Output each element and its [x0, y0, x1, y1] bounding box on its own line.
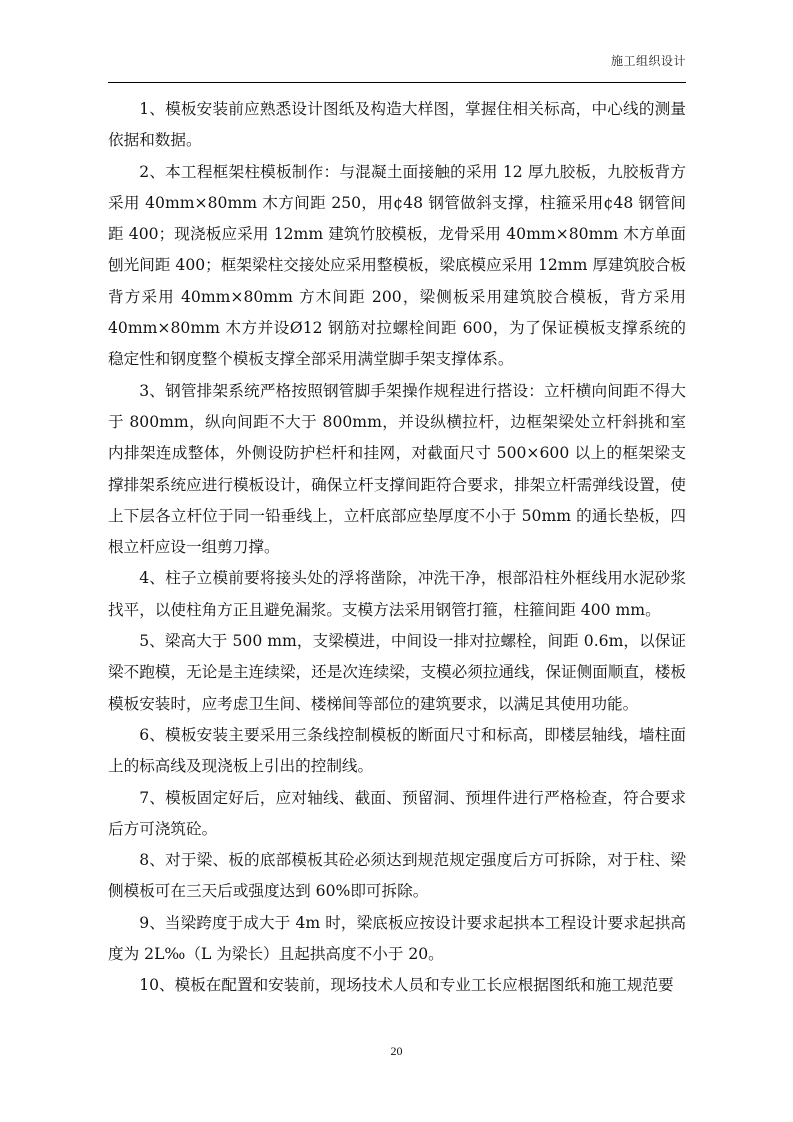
paragraph-10: 10、模板在配置和安装前，现场技术人员和专业工长应根据图纸和施工规范要 [139, 976, 674, 995]
paragraph-4: 4、柱子立模前要将接头处的浮将凿除，冲洗干净，根部沿柱外框线用水泥砂浆找平，以使柱角方正且避免漏浆。支模方法采用钢管打箍，柱箍间距 400 mm。 [108, 569, 686, 619]
running-header: 施工组织设计 [610, 54, 686, 68]
paragraph-8: 8、对于梁、板的底部模板其砼必须达到规范规定强度后方可拆除，对于柱、梁侧模板可在三天后或强度达到 60%即可拆除。 [108, 851, 686, 901]
paragraph-5: 5、梁高大于 500 mm，支梁模进，中间设一排对拉螺栓，间距 0.6m，以保证梁不跑模，无论是主连续梁，还是次连续梁，支模必须拉通线，保证侧面顺直，楼板模板安装时，应考虑卫生间、楼梯间等部位的建筑要求，以满足其使用功能。 [108, 632, 686, 713]
paragraph-9: 9、当梁跨度于成大于 4m 时，梁底板应按设计要求起拱本工程设计要求起拱高度为 2L‰（L 为梁长）且起拱高度不小于 20。 [108, 913, 686, 964]
paragraph-3: 3、钢管排架系统严格按照钢管脚手架操作规程进行搭设：立杆横向间距不得大于 800mm，纵向间距不大于 800mm，并设纵横拉杆，边框架梁处立杆斜挑和室内排架连成整体，外侧设防护栏杆和挂网，对截面尺寸 500×600 以上的框架梁支撑排架系统应进行模板设计，确保立杆支撑间距符合要求，排架立杆需弹线设置，使上下层各立杆位于同一铅垂线上，立杆底部应垫厚度不小于 50mm 的通长垫板，四根立杆应设一组剪刀撑。 [108, 381, 686, 557]
header-rule [108, 82, 686, 83]
paragraph-2: 2、本工程框架柱模板制作：与混凝土面接触的采用 12 厚九胶板，九胶板背方采用 40mm×80mm 木方间距 250，用¢48 钢管做斜支撑，柱箍采用¢48 钢管间距 400；现浇板应采用 12mm 建筑竹胶模板，龙骨采用 40mm×80mm 木方单面刨光间距 400；框架梁柱交接处应采用整模板，梁底模应采用 12mm 厚建筑胶合板背方采用 40mm×80mm 方木间距 200，梁侧板采用建筑胶合模板，背方采用 40mm×80mm 木方并设Ø12 钢筋对拉螺栓间距 600，为了保证模板支撑系统的稳定性和钢度整个模板支撑全部采用满堂脚手架支撑体系。 [108, 162, 686, 369]
paragraph-7: 7、模板固定好后，应对轴线、截面、预留洞、预埋件进行严格检查，符合要求后方可浇筑砼。 [108, 788, 686, 838]
page-number: 20 [390, 1044, 403, 1058]
paragraph-1: 1、模板安装前应熟悉设计图纸及构造大样图，掌握住相关标高，中心线的测量依据和数据。 [108, 100, 686, 150]
paragraph-6: 6、模板安装主要采用三条线控制模板的断面尺寸和标高，即楼层轴线，墙柱面上的标高线及现浇板上引出的控制线。 [108, 725, 686, 776]
body-text [108, 94, 686, 1002]
